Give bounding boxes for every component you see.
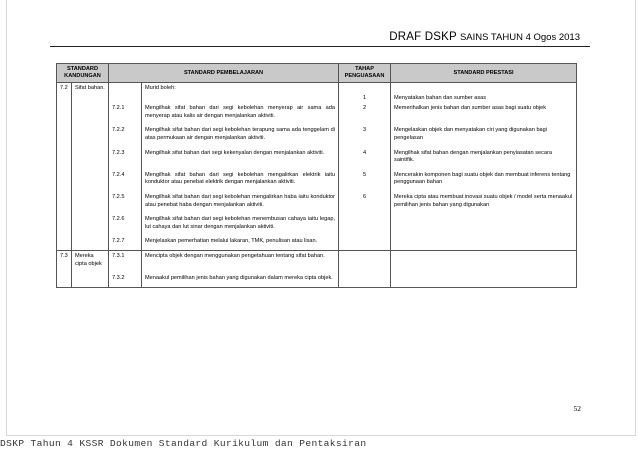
item-code: 7.2.5	[109, 194, 142, 209]
item-code: 7.2.7	[109, 238, 142, 250]
table-row	[57, 172, 577, 187]
item-text: Menaakul pemilihan jenis bahan yang digunakan dalam mereka cipta objek.	[142, 275, 339, 287]
header-title-prefix: DRAF DSKP	[389, 31, 457, 43]
performance-text: Mengilhak sifat bahan dengan menjalankan penyiasatan secara saintifik.	[391, 150, 577, 165]
item-code: 7.2.4	[109, 172, 142, 187]
item-code: 7.3.2	[109, 275, 142, 287]
header-title-suffix: SAINS TAHUN 4 Ogos 2013	[459, 32, 580, 43]
performance-text: Mereka cipta atau membuat inovasi suatu objek / model serta menaakul pemilihan jenis bahan yang digunakan	[391, 194, 577, 209]
item-code: 7.2.2	[109, 127, 142, 142]
table-row	[57, 238, 577, 250]
section-title: Mereka cipta objek	[72, 250, 109, 268]
item-text: Mencipta objek dengan menggunakan pengetahuan tentang sifat bahan.	[142, 250, 339, 268]
level-number: 1	[339, 93, 391, 103]
item-text: Mengilhak sifat bahan dari segi kebolehan mengalirkan haba iaitu konduktor atau penebat haba dengan menjalankan aktiviti.	[142, 194, 339, 209]
item-code: 7.2.3	[109, 150, 142, 165]
table-row	[57, 83, 577, 93]
table-row	[57, 194, 577, 209]
col-header-tahap: TAHAP PENGUASAAN	[339, 64, 391, 83]
item-text: Menjelaskan pemerhatian melalui lakaran, TMK, penulisan atau lisan.	[142, 238, 339, 250]
table-row	[57, 102, 577, 120]
document-header	[389, 31, 580, 43]
item-text: Mengilhak sifat bahan dari segi kekenyalan dengan menjalankan aktiviti.	[142, 150, 339, 165]
level-number: 5	[339, 172, 391, 187]
item-text: Mengilhak sifat bahan dari segi kebolehan mengalirkan elektrik iaitu konduktor atau penebat elektrik dengan menjalankan aktiviti.	[142, 172, 339, 187]
level-number: 3	[339, 127, 391, 142]
header-rule	[50, 46, 590, 47]
col-header-prestasi: STANDARD PRESTASI	[391, 64, 577, 83]
performance-text: Mengelaskan objek dan menyatakan ciri yang digunakan bagi pengelasan	[391, 127, 577, 142]
item-text: Mengilhak sifat bahan dari segi kebolehan terapung sama ada tenggelam di atas permukaan air dengan menjalankan aktiviti.	[142, 127, 339, 142]
item-code: 7.3.1	[109, 250, 142, 268]
table-header-row	[57, 64, 577, 83]
document-footer: DSKP Tahun 4 KSSR Dokumen Standard Kurikulum dan Pentaksiran	[0, 438, 367, 449]
table-row	[57, 250, 577, 268]
level-number: 4	[339, 150, 391, 165]
table-row	[57, 275, 577, 287]
section-title: Sifat bahan.	[72, 83, 109, 93]
level-number: 2	[339, 102, 391, 120]
item-text: Mengilhak sifat bahan dari segi kebolehan menembusan cahaya iaitu legap, lut cahaya dan lut sinar dengan menjalankan aktiviti.	[142, 216, 339, 231]
item-code: 7.2.6	[109, 216, 142, 231]
page-number: 52	[573, 404, 581, 413]
section-code: 7.3	[57, 250, 72, 268]
performance-text: Mencerakin komponen bagi suatu objek dan membuat inferens tentang penggunaan bahan	[391, 172, 577, 187]
performance-text: Memerihalkan jenis bahan dan sumber asas bagi suatu objek	[391, 102, 577, 120]
level-number: 6	[339, 194, 391, 209]
table-row	[57, 127, 577, 142]
performance-text: Menyatakan bahan dan sumber asas	[391, 93, 577, 103]
section-code: 7.2	[57, 83, 72, 93]
standards-table	[56, 63, 577, 288]
col-header-kandungan: STANDARD KANDUNGAN	[57, 64, 109, 83]
table-row	[57, 93, 577, 103]
section-intro: Murid boleh:	[142, 83, 339, 93]
table-row	[57, 216, 577, 231]
table-row	[57, 150, 577, 165]
item-code: 7.2.1	[109, 102, 142, 120]
item-text: Mengilhak sifat bahan dari segi kebolehan menyerap air sama ada menyerap atau kalis air dengan menjalankan aktiviti.	[142, 102, 339, 120]
col-header-pembelajaran: STANDARD PEMBELAJARAN	[109, 64, 339, 83]
